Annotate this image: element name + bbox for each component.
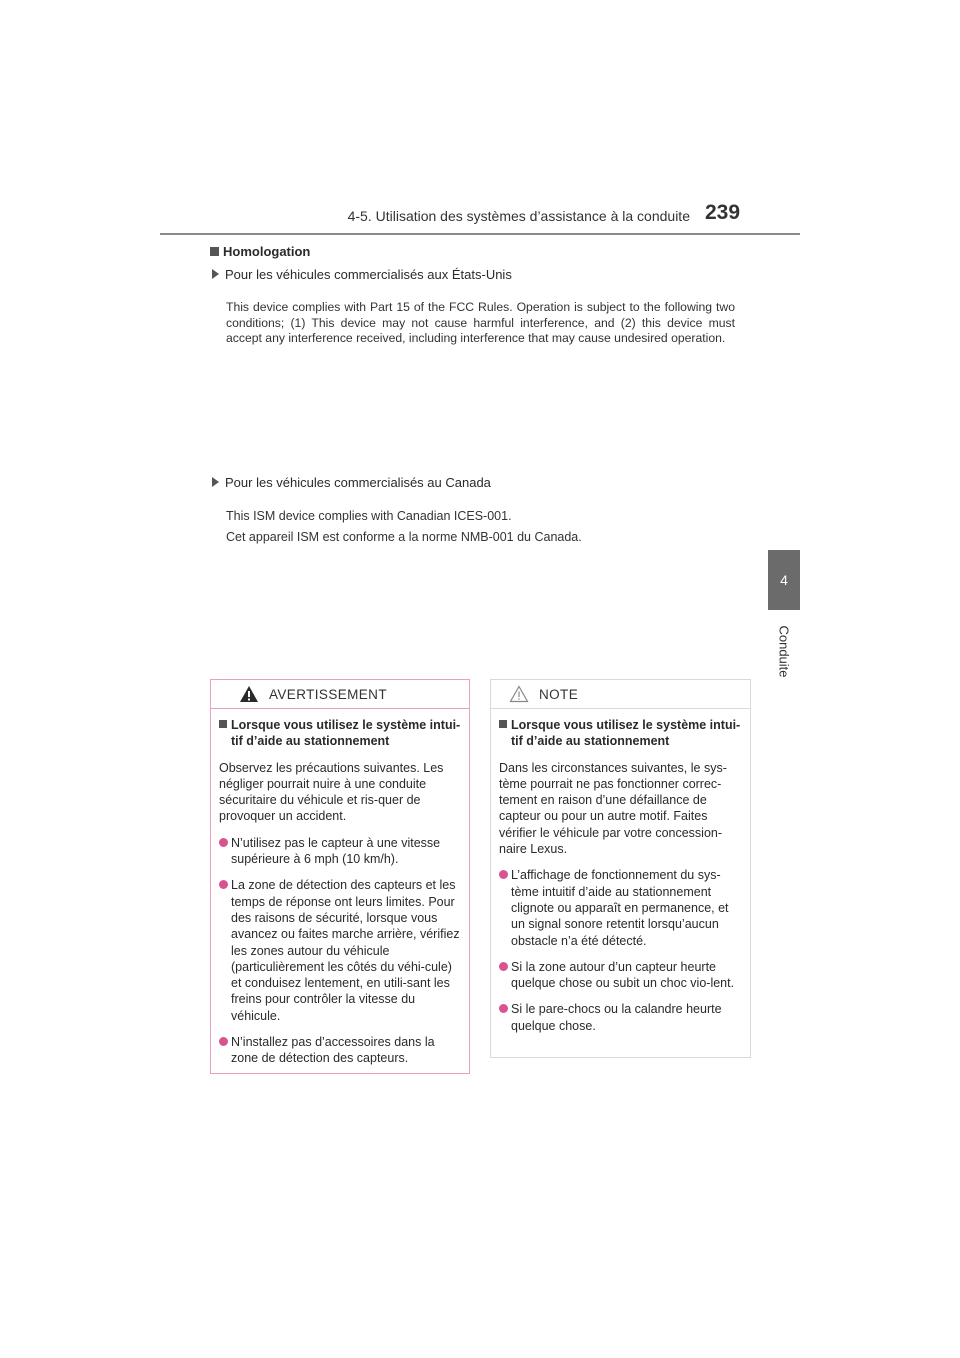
warning-title: AVERTISSEMENT — [269, 687, 387, 702]
ices-notice: This ISM device complies with Canadian ICES-001. Cet appareil ISM est conforme a la norme NMB-001 du Canada. — [226, 509, 582, 544]
page-number: 239 — [705, 201, 741, 224]
note-intro: Dans les circonstances suivantes, le sys-tème pourrait ne pas fonctionner correc-tement en raison d’une défaillance de capteur ou pour un autre motif. Faites vérifier le véhicule par votre concession-naire Lexus. — [499, 760, 727, 857]
warning-heading: Lorsque vous utilisez le système intui-tif d’aide au stationnement — [219, 717, 461, 750]
list-item: La zone de détection des capteurs et les temps de réponse ont leurs limites. Pour des raisons de sécurité, lorsque vous avancez ou faites marche arrière, vérifiez les zones autour du véhicule (particulièrement les côtés du véhi-cule) et conduisez lentement, en utili-sant les freins pour contrôler la vitesse du véhicule. — [219, 877, 461, 1024]
arrow-bullet-icon — [212, 477, 219, 487]
caution-triangle-icon — [509, 685, 529, 703]
chapter-label-text: Conduite — [776, 624, 792, 678]
bullet-dot-icon — [219, 880, 228, 889]
warning-box — [210, 679, 470, 1074]
list-item: Si la zone autour d’un capteur heurte quelque chose ou subit un choc vio-lent. — [499, 959, 742, 992]
warning-triangle-icon — [239, 685, 259, 703]
homologation-heading: Homologation — [210, 244, 310, 259]
list-item: N’utilisez pas le capteur à une vitesse supérieure à 6 mph (10 km/h). — [219, 835, 461, 868]
bullet-dot-icon — [499, 870, 508, 879]
ca-label: Pour les véhicules commercialisés au Canada — [212, 475, 491, 490]
list-item: N’installez pas d’accessoires dans la zone de détection des capteurs. — [219, 1034, 461, 1067]
note-box-header — [491, 680, 750, 709]
arrow-bullet-icon — [212, 269, 219, 279]
bullet-dot-icon — [499, 962, 508, 971]
fcc-notice: This device complies with Part 15 of the FCC Rules. Operation is subject to the following two conditions; (1) This device may not cause harmful interference, and (2) this device must accept any interference received, including interference that may cause undesired operation. — [226, 300, 735, 345]
note-box — [490, 679, 751, 1058]
square-bullet-icon — [210, 247, 219, 256]
chapter-tab — [768, 550, 800, 610]
header-rule — [160, 233, 800, 235]
chapter-label — [760, 616, 808, 686]
section-title: 4-5. Utilisation des systèmes d’assistance à la conduite — [347, 208, 690, 224]
warning-intro: Observez les précautions suivantes. Les négliger pourrait nuire à une conduite sécuritaire du véhicule et ris-quer de provoquer un accident. — [219, 760, 444, 824]
list-item: Si le pare-chocs ou la calandre heurte quelque chose. — [499, 1001, 742, 1034]
chapter-number: 4 — [780, 572, 788, 588]
bullet-dot-icon — [219, 838, 228, 847]
us-label: Pour les véhicules commercialisés aux États-Unis — [212, 267, 512, 282]
note-title: NOTE — [539, 687, 579, 702]
list-item: L’affichage de fonctionnement du sys-tème intuitif d’aide au stationnement clignote ou apparaît en permanence, et un signal sonore retentit lorsqu’aucun obstacle n’a été détecté. — [499, 867, 742, 948]
warning-box-header — [211, 680, 469, 709]
bullet-dot-icon — [219, 1037, 228, 1046]
note-heading: Lorsque vous utilisez le système intui-tif d’aide au stationnement — [499, 717, 742, 750]
bullet-dot-icon — [499, 1004, 508, 1013]
